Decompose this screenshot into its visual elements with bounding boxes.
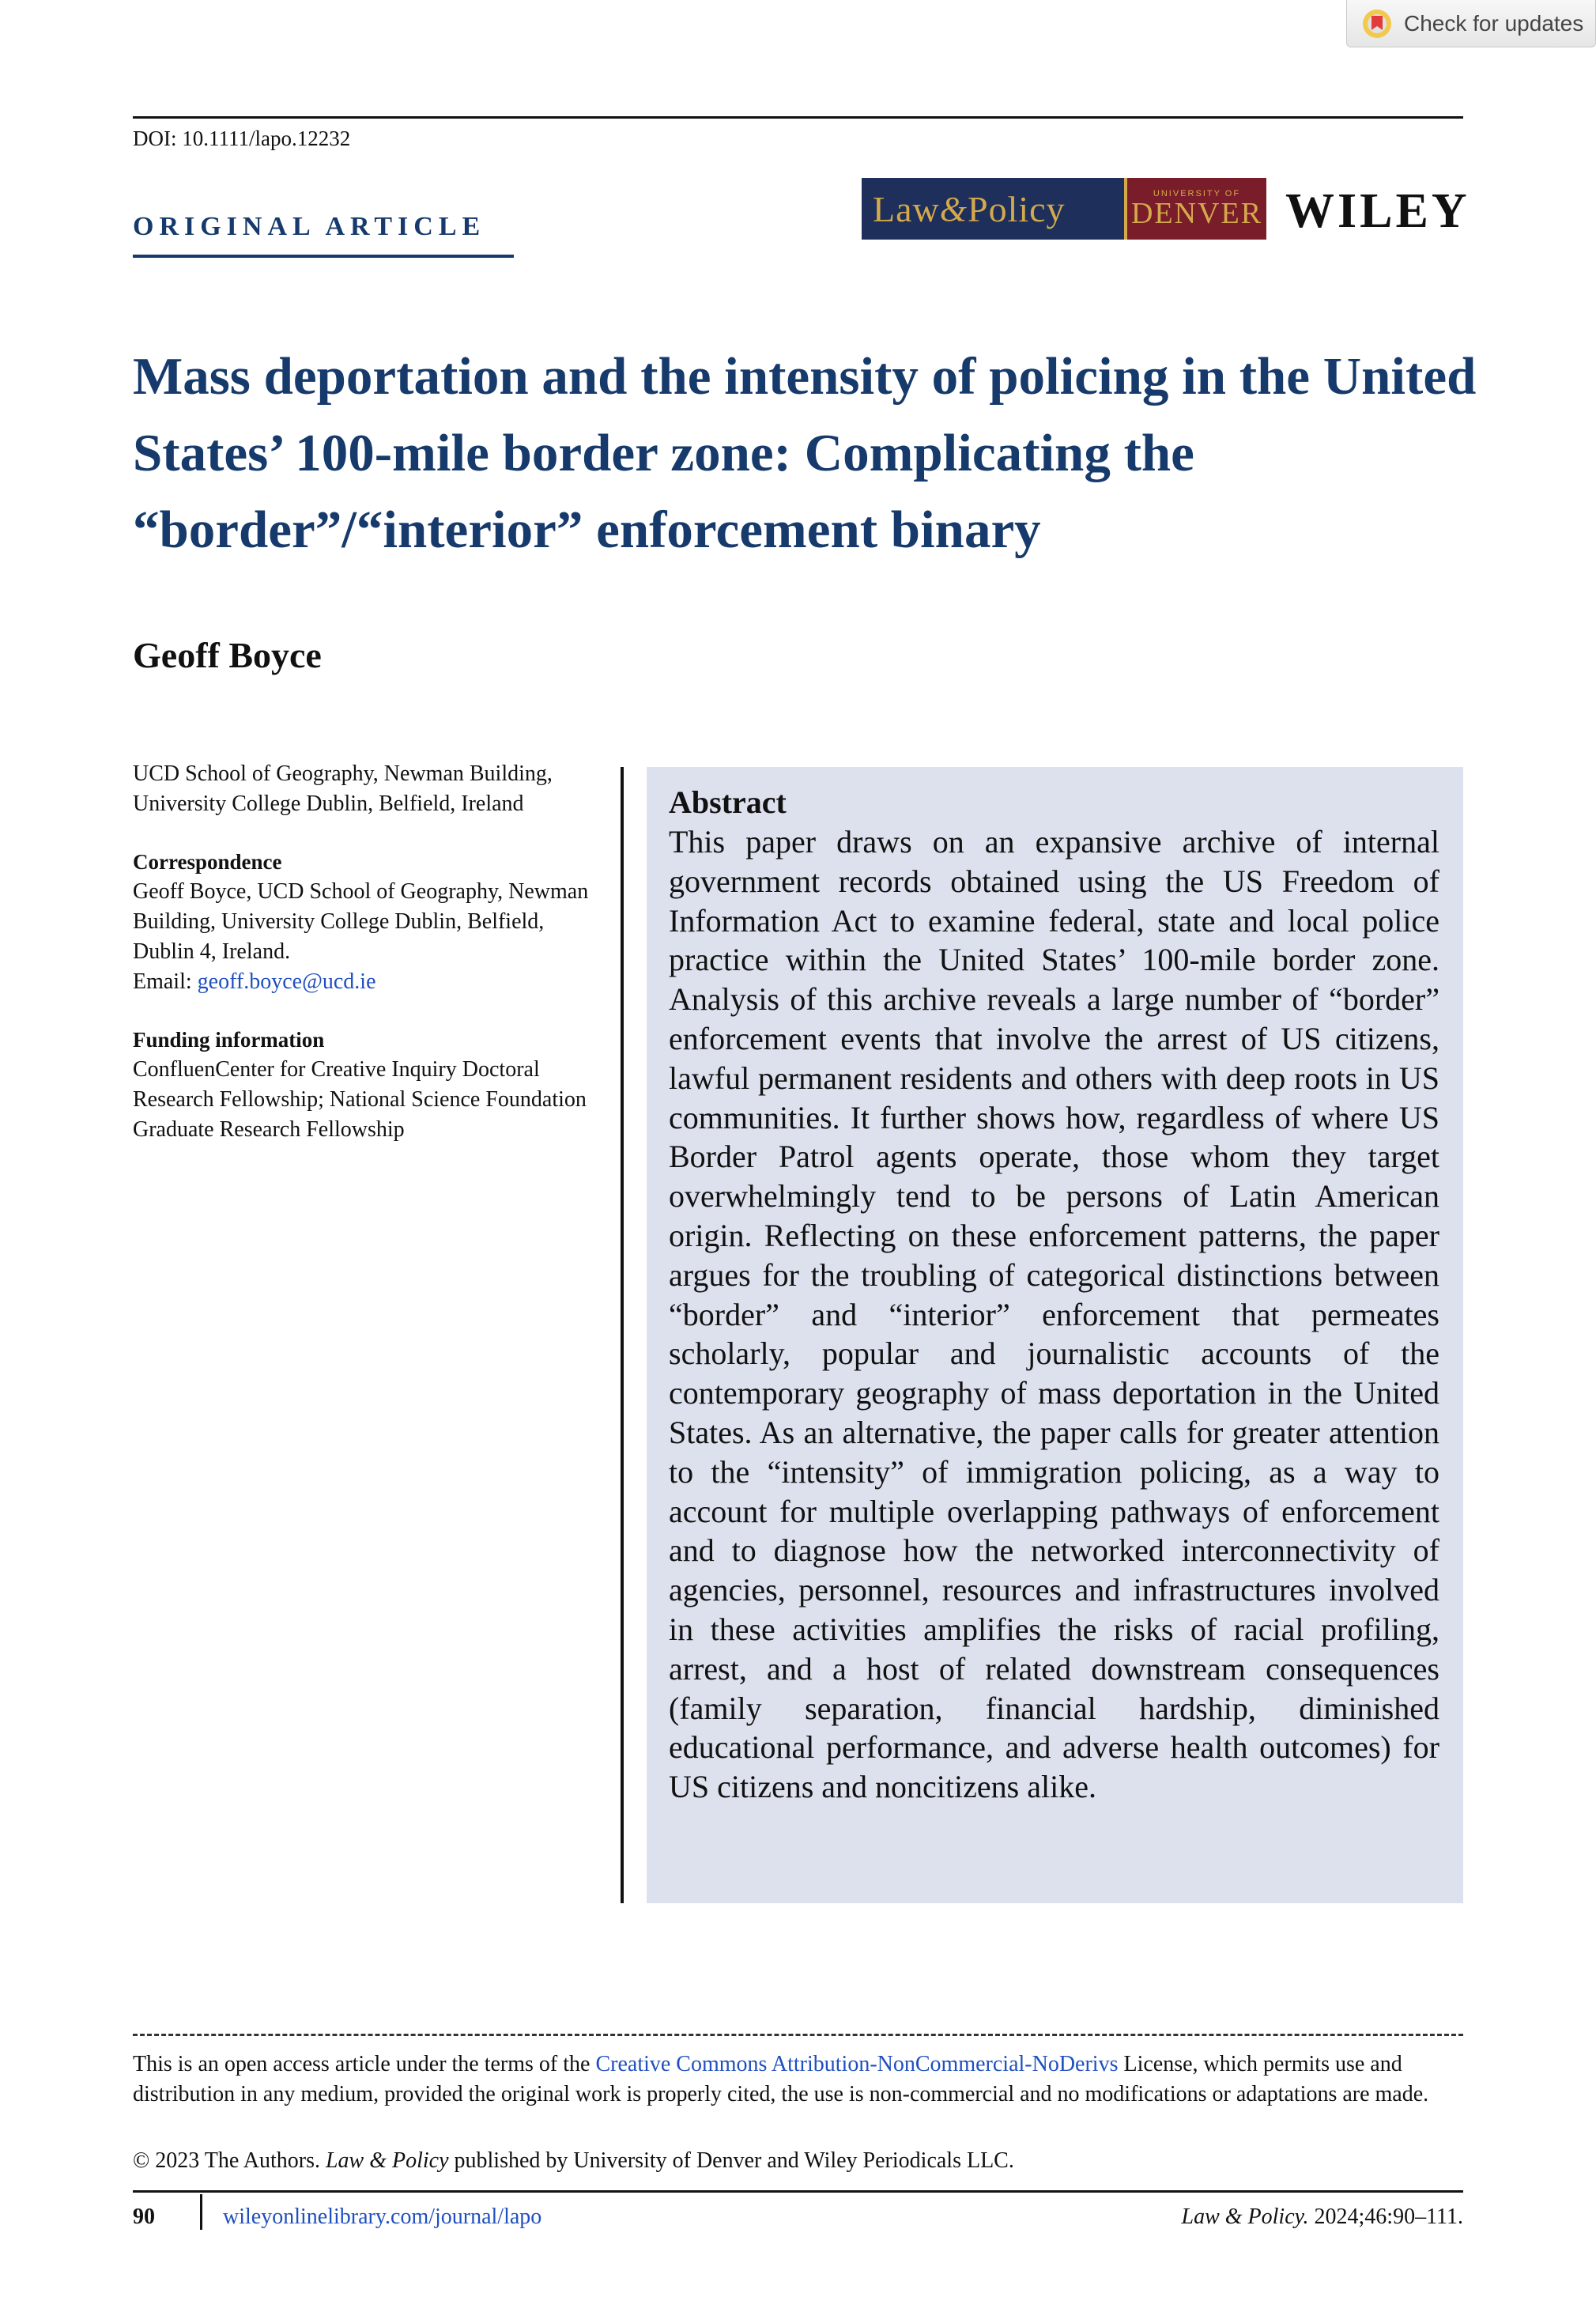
doi: DOI: 10.1111/lapo.12232 — [133, 127, 351, 150]
journal-logo — [862, 178, 1124, 240]
university-logo-name: DENVER — [1130, 197, 1263, 230]
license-prefix: This is an open access article under the terms of the — [133, 2052, 596, 2076]
affiliation: UCD School of Geography, Newman Building, University College Dublin, Belfield, Ireland — [133, 761, 553, 816]
author-info-column — [133, 759, 607, 1173]
funding-heading: Funding information — [133, 1028, 325, 1052]
journal-logo-policy: Policy — [967, 188, 1066, 229]
citation-details: 2024;46:90–111. — [1308, 2204, 1463, 2229]
footer-separator — [200, 2194, 202, 2230]
correspondence-block — [133, 847, 607, 997]
license-suffix: License, which permits use and distribution in any medium, provided the original work is properly cited, the use is non-commercial and no modifications or adaptations are made. — [133, 2052, 1429, 2106]
license-link[interactable]: Creative Commons Attribution-NonCommercial-NoDerivs — [595, 2052, 1119, 2076]
check-updates-icon — [1361, 8, 1393, 40]
check-updates-label: Check for updates — [1404, 10, 1584, 36]
abstract-text: This paper draws on an expansive archive of internal government records obtained using the US Freedom of Information Act to examine federal, state and local police practice within the United States’ 100-mile border zone. Analysis of this archive reveals a large number of “border” enforcement events that involve the arrest of US citizens, lawful permanent residents and others with deep roots in US communities. It further shows how, regardless of where US Border Patrol agents operate, those whom they target overwhelmingly tend to be persons of Latin American origin. Reflecting on these enforcement patterns, the paper argues for the troubling of categorical distinctions between “border” and “interior” enforcement that permeates scholarly, popular and journalistic accounts of the contemporary geography of mass deportation in the United States. As an alternative, the paper calls for greater attention to the “intensity” of immigration policing, as a way to account for multiple overlapping pathways of enforcement and to diagnose how the networked interconnectivity of agencies, personnel, resources and infrastructures involved in these activities amplifies the risks of racial profiling, arrest, and a host of related downstream consequences (family separation, financial hardship, diminished educational performance, and adverse health outcomes) for US citizens and noncitizens alike. — [669, 824, 1439, 1805]
license-notice — [133, 2050, 1463, 2110]
law-and-policy-logo — [862, 178, 1266, 240]
journal-url-link[interactable]: wileyonlinelibrary.com/journal/lapo — [223, 2204, 542, 2229]
abstract-box — [647, 767, 1463, 1903]
university-logo-small: UNIVERSITY OF — [1153, 189, 1241, 198]
abstract-heading: Abstract — [669, 784, 787, 820]
page-number: 90 — [133, 2204, 155, 2229]
copyright-suffix: published by University of Denver and Wiley Periodicals LLC. — [448, 2148, 1014, 2173]
email-link[interactable]: geoff.boyce@ucd.ie — [197, 969, 376, 994]
correspondence-heading: Correspondence — [133, 850, 282, 874]
citation-journal: Law & Policy. — [1181, 2204, 1309, 2229]
footer-rule — [133, 2190, 1463, 2193]
copyright-prefix: © 2023 The Authors. — [133, 2148, 326, 2173]
column-divider — [621, 767, 624, 1903]
journal-logo-amp: & — [939, 189, 968, 229]
license-divider — [133, 2034, 1463, 2036]
header-rule — [133, 116, 1463, 119]
article-title: Mass deportation and the intensity of policing in the United States’ 100-mile border zone: Complicating the “border”/“interior” enforcement binary — [133, 347, 1477, 559]
funding-block — [133, 1025, 607, 1145]
copyright-journal: Law & Policy — [325, 2148, 449, 2173]
email-label: Email: — [133, 969, 192, 994]
correspondence-text: Geoff Boyce, UCD School of Geography, Newman Building, University College Dublin, Belfield, Dublin 4, Ireland. — [133, 879, 589, 964]
funding-text: ConfluenCenter for Creative Inquiry Doctoral Research Fellowship; National Science Foundation Graduate Research Fellowship — [133, 1057, 587, 1142]
wiley-logo: WILEY — [1285, 184, 1470, 238]
section-underline — [133, 255, 514, 258]
check-for-updates-button[interactable] — [1346, 0, 1596, 47]
author-name: Geoff Boyce — [133, 635, 322, 675]
copyright-notice — [133, 2148, 1014, 2174]
email-line — [133, 967, 607, 997]
section-label: ORIGINAL ARTICLE — [133, 212, 486, 241]
citation — [1182, 2204, 1463, 2230]
university-logo — [1127, 178, 1266, 240]
journal-logo-law: Law — [873, 188, 940, 229]
